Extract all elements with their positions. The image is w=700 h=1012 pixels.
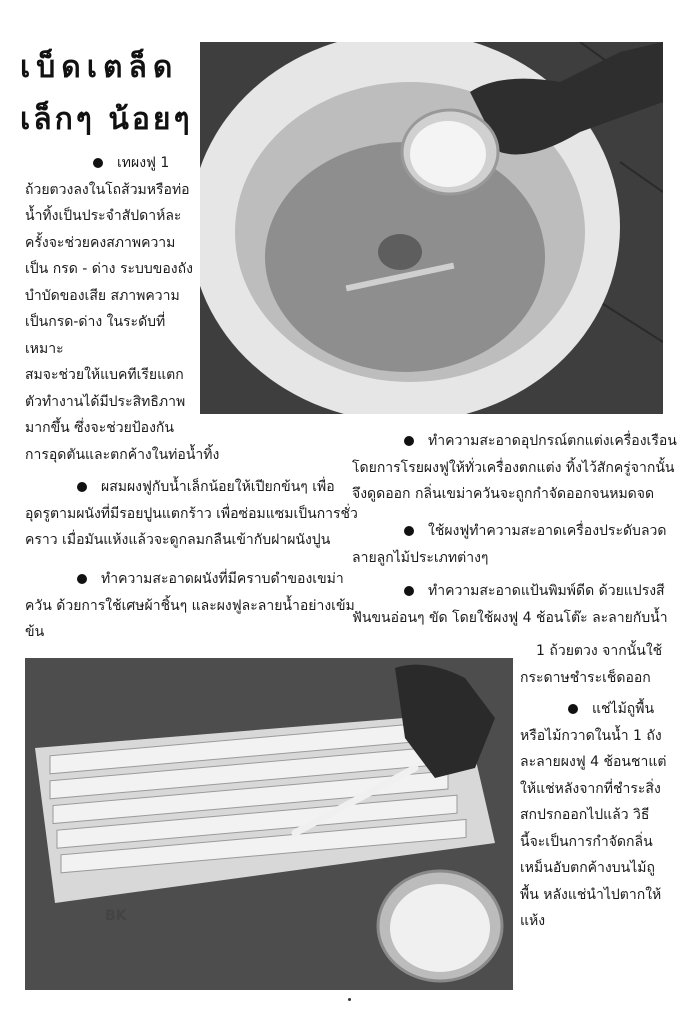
p1-line-5: เป็น กรด - ด่าง ระบบของถัง: [25, 261, 193, 277]
bullet-icon: [93, 158, 103, 168]
p1-line-2: ถ้วยตวงลงในโถส้วมหรือท่อ: [25, 181, 190, 198]
p3-line-2: ควัน ด้วยการใช้เศษผ้าชิ้นๆ และผงฟูละลายน้ำอย่างเข้ม: [25, 597, 355, 614]
bullet-icon: [77, 574, 87, 584]
p1-line-7: เป็นกรด-ด่าง ในระดับที่เหมาะ: [25, 314, 166, 357]
p4-line-3: จึงดูดออก กลิ่นเขม่าควันจะถูกกำจัดออกจนหมดจด: [352, 486, 655, 502]
toilet-illustration: [200, 42, 663, 414]
p4-line-2: โดยการโรยผงฟูให้ทั่วเครื่องตกแต่ง ทิ้งไว้สักครู่จากนั้น: [352, 459, 675, 476]
p7-line-4: ให้แช่หลังจากที่ชำระสิ่ง: [520, 780, 661, 797]
bullet-icon: [77, 482, 87, 492]
bullet-icon: [568, 704, 578, 714]
p5-line-2: ลายลูกไม้ประเภทต่างๆ: [352, 549, 489, 566]
p7-line-5: สกปรกออกไปแล้ว วิธี: [520, 807, 650, 823]
p5-line-1: ใช้ผงฟูทำความสะอาดเครื่องประดับลวด: [428, 523, 667, 539]
paragraph-2: [25, 474, 358, 554]
title-line-1: เบ็ดเตล็ด: [20, 50, 179, 85]
paragraph-6-cont: [520, 638, 680, 691]
paragraph-5: [352, 518, 682, 571]
paragraph-4: [352, 428, 682, 508]
p6-line-3: 1 ถ้วยตวง จากนั้นใช้: [536, 643, 663, 659]
p1-line-9: ตัวทำงานได้มีประสิทธิภาพ: [25, 393, 186, 410]
p6-line-2: ฟันขนอ่อนๆ ขัด โดยใช้ผงฟู 4 ช้อนโต๊ะ ละลายกับน้ำ: [352, 609, 668, 626]
p7-line-3: ละลายผงฟู 4 ช้อนชาแต่: [520, 754, 667, 770]
p3-line-1: ทำความสะอาดผนังที่มีคราบดำของเขม่า: [101, 571, 344, 587]
p1-line-8: สมจะช่วยให้แบคทีเรียแตก: [25, 367, 184, 383]
p1-line-1: เทผงฟู 1: [117, 155, 170, 171]
p7-line-9: แห้ง: [520, 913, 546, 929]
p7-line-7: เหม็นอับตกค้างบนไม้ถู: [520, 860, 655, 876]
drain-hole: [378, 234, 422, 270]
keyboard-brand: BK: [105, 908, 127, 924]
keyboard-illustration: [25, 658, 513, 990]
paragraph-7: [520, 696, 680, 935]
page-dot: [348, 998, 351, 1001]
p6-line-4: กระดาษชำระเช็ดออก: [520, 669, 651, 686]
p7-line-8: พื้น หลังแช่นำไปตากให้: [520, 886, 662, 903]
p2-line-2: อุดรูตามผนังที่มีรอยปูนแตกร้าว เพื่อซ่อมแซมเป็นการชั่ว: [25, 505, 358, 522]
p2-line-3: คราว เมื่อมันแห้งแล้วจะดูกลมกลืนเข้ากับฝาผนังปูน: [25, 532, 331, 548]
p7-line-6: นี้จะเป็นการกำจัดกลิ่น: [520, 833, 653, 850]
toilet-photo: [200, 42, 663, 414]
bullet-icon: [404, 436, 414, 446]
p4-line-1: ทำความสะอาดอุปกรณ์ตกแต่งเครื่องเรือน: [428, 433, 677, 449]
paragraph-6: [352, 578, 682, 631]
p1-line-11: การอุดตันและตกค้างในท่อน้ำทิ้ง: [25, 446, 220, 463]
p1-line-4: ครั้งจะช่วยคงสภาพความ: [25, 234, 176, 251]
paragraph-1: [25, 150, 220, 468]
p2-line-1: ผสมผงฟูกับน้ำเล็กน้อยให้เปียกข้นๆ เพื่อ: [101, 479, 335, 495]
bullet-icon: [404, 586, 414, 596]
paragraph-3: [25, 566, 355, 646]
bullet-icon: [404, 526, 414, 536]
p1-line-10: มากขึ้น ซึ่งจะช่วยป้องกัน: [25, 420, 174, 436]
title-line-2: เล็กๆ น้อยๆ: [20, 102, 193, 137]
p7-line-1: แช่ไม้ถูพื้น: [592, 701, 655, 717]
p7-line-2: หรือไม้กวาดในน้ำ 1 ถัง: [520, 727, 662, 744]
p1-line-3: น้ำทิ้งเป็นประจำสัปดาห์ละ: [25, 208, 182, 224]
baking-soda-paste: [390, 884, 490, 972]
p1-line-6: บำบัดของเสีย สภาพความ: [25, 287, 180, 304]
p3-line-3: ข้น: [25, 624, 45, 640]
keyboard-photo: [25, 658, 513, 990]
baking-soda: [410, 121, 486, 187]
p6-line-1: ทำความสะอาดแป้นพิมพ์ดีด ด้วยแปรงสี: [428, 583, 665, 599]
